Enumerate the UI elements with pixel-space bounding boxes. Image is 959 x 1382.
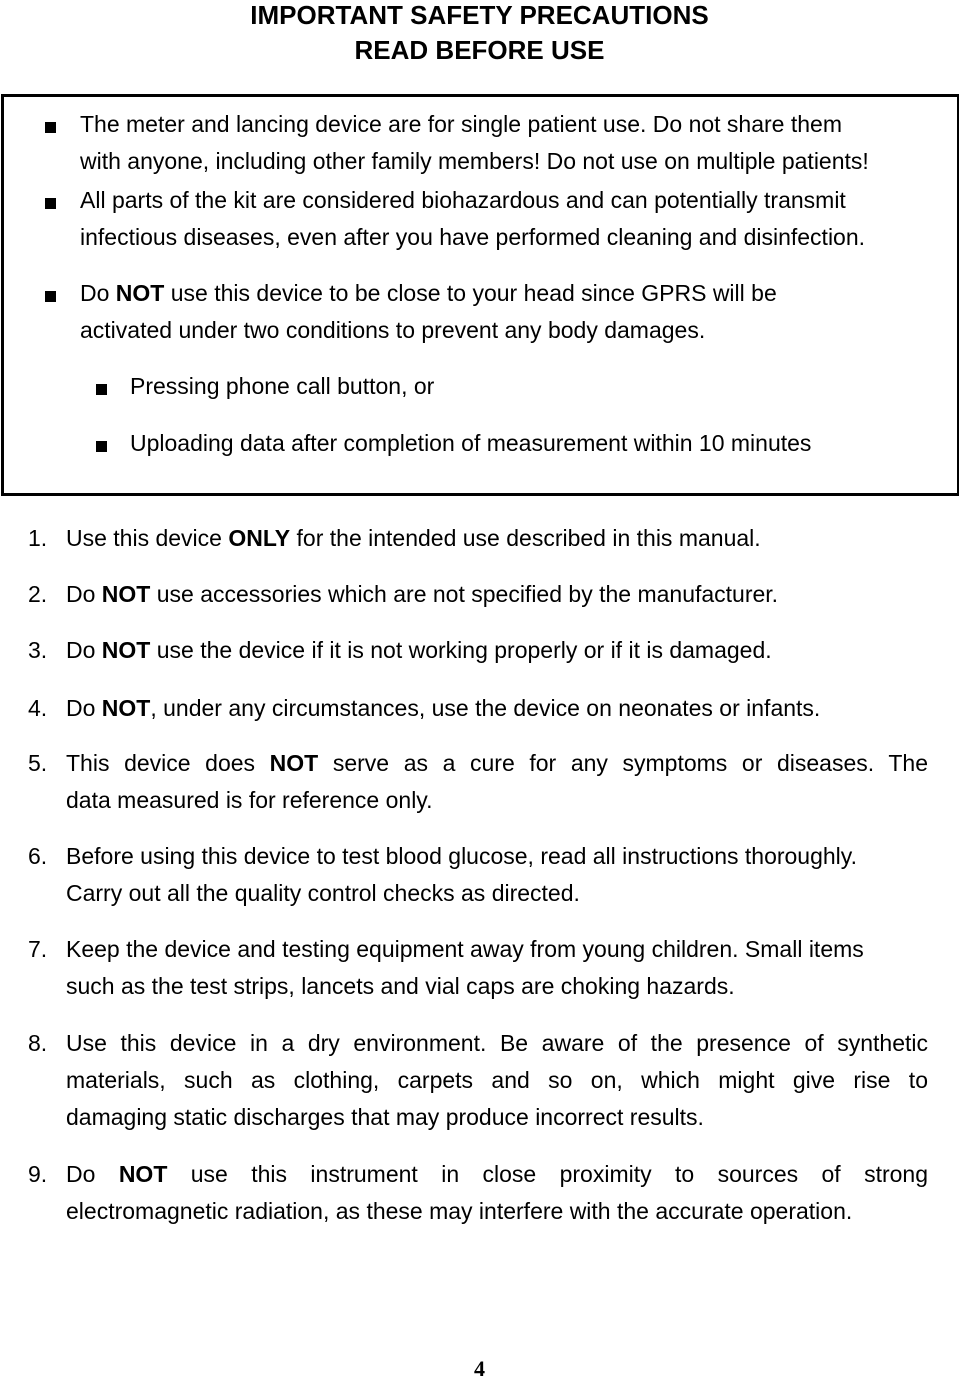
list-item-2 [66,576,928,613]
page-number: 4 [474,1356,485,1381]
text-run: use this device to be close to your head since GPRS will be [164,280,777,306]
text-run: Do [66,581,102,607]
list-item-5-line-1 [66,745,928,782]
text-run: Use this device [66,525,229,551]
list-item-6-line-2: Carry out all the quality control checks as directed. [66,880,580,906]
item-number: 3. [28,637,48,663]
item-number: 4. [28,695,48,721]
text-run: serve as a cure for any symptoms or diseases. The [318,750,928,776]
emphasis-not: NOT [269,750,319,776]
item-number: 1. [28,525,48,551]
item-number: 5. [28,750,48,776]
emphasis-not: NOT [101,637,151,663]
text-run: use accessories which are not specified by the manufacturer. [150,581,779,607]
page-subtitle: READ BEFORE USE [354,35,605,65]
list-item-8-line-2: materials, such as clothing, carpets and so on, which might give rise to [66,1067,928,1093]
list-item-7-line-1: Keep the device and testing equipment away from young children. Small items [66,936,864,962]
bullet-square-icon [45,198,56,209]
item-number: 8. [28,1030,48,1056]
list-item-3 [66,632,928,669]
text-run: Do [66,695,102,721]
text-run: use the device if it is not working properly or if it is damaged. [150,637,772,663]
emphasis-only: ONLY [228,525,291,551]
text-run: Do [66,1161,119,1187]
emphasis-not: NOT [118,1161,168,1187]
warning-bullet-2-line-2: infectious diseases, even after you have performed cleaning and disinfection. [80,224,866,250]
item-number: 9. [28,1161,48,1187]
text-run: Do [66,637,102,663]
item-number: 2. [28,581,48,607]
text-run: for the intended use described in this manual. [290,525,761,551]
page-title: IMPORTANT SAFETY PRECAUTIONS [250,0,709,30]
list-item-8-line-1: Use this device in a dry environment. Be aware of the presence of synthetic [66,1030,928,1056]
warning-bullet-3-line-2: activated under two conditions to prevent any body damages. [80,317,706,343]
list-item-8-line-3: damaging static discharges that may produce incorrect results. [66,1104,704,1130]
item-number: 7. [28,936,48,962]
warning-sub-bullet-1: Pressing phone call button, or [130,373,435,399]
bullet-square-icon [96,441,107,452]
warning-sub-bullet-2: Uploading data after completion of measurement within 10 minutes [130,430,812,456]
list-item-5-line-2: data measured is for reference only. [66,787,433,813]
list-item-7-line-2: such as the test strips, lancets and vial caps are choking hazards. [66,973,735,999]
list-item-9-line-2: electromagnetic radiation, as these may interfere with the accurate operation. [66,1198,853,1224]
text-run: use this instrument in close proximity to sources of strong [167,1161,929,1187]
emphasis-not: NOT [115,280,165,306]
warning-bullet-1-line-1: The meter and lancing device are for single patient use. Do not share them [80,111,842,137]
warning-bullet-3-line-1 [80,275,777,312]
text-run: , under any circumstances, use the device on neonates or infants. [150,695,821,721]
list-item-4 [66,690,928,727]
list-item-6-line-1: Before using this device to test blood glucose, read all instructions thoroughly. [66,843,857,869]
item-number: 6. [28,843,48,869]
list-item-9-line-1 [66,1156,928,1193]
warning-bullet-2-line-1: All parts of the kit are considered biohazardous and can potentially transmit [80,187,846,213]
text-run: This device does [66,750,270,776]
bullet-square-icon [45,122,56,133]
bullet-square-icon [96,384,107,395]
warning-bullet-1-line-2: with anyone, including other family members! Do not use on multiple patients! [80,148,869,174]
warning-box [1,94,959,496]
emphasis-not: NOT [101,581,151,607]
emphasis-not: NOT [101,695,151,721]
bullet-square-icon [45,291,56,302]
list-item-1 [66,520,928,557]
text-run: Do [80,280,116,306]
